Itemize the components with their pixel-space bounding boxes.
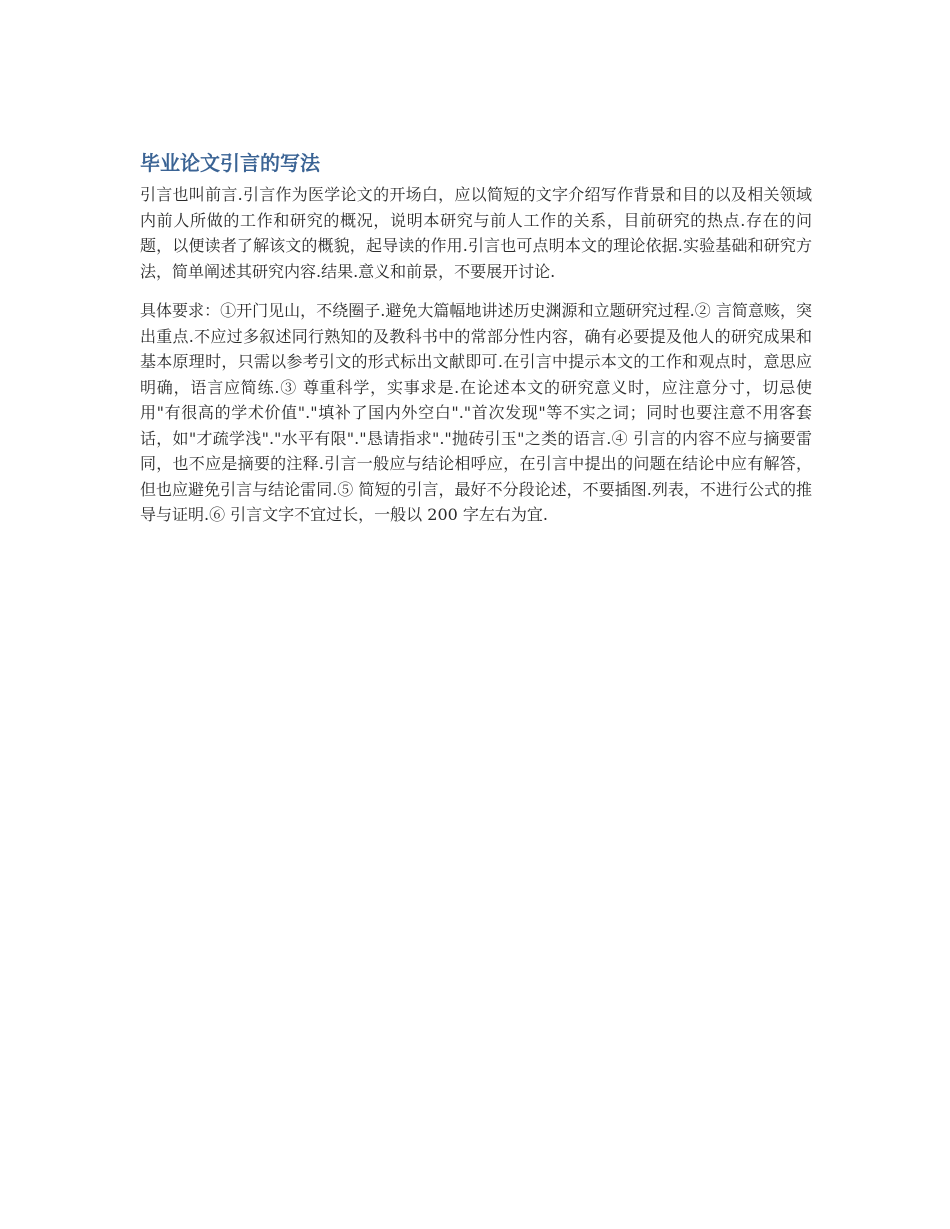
document-title: 毕业论文引言的写法 bbox=[140, 151, 320, 175]
document-page bbox=[140, 148, 812, 528]
intro-paragraph: 引言也叫前言.引言作为医学论文的开场白，应以简短的文字介绍写作背景和目的以及相关领域内前人所做的工作和研究的概况，说明本研究与前人工作的关系，目前研究的热点.存在的问题，以便读者了解该文的概貌，起导读的作用.引言也可点明本文的理论依据.实验基础和研究方法，简单阐述其研究内容.结果.意义和前景，不要展开讨论. bbox=[140, 185, 812, 281]
requirements-paragraph: 具体要求：①开门见山，不绕圈子.避免大篇幅地讲述历史渊源和立题研究过程.② 言简意赅，突出重点.不应过多叙述同行熟知的及教科书中的常部分性内容，确有必要提及他人的研究成果和基本原理时，只需以参考引文的形式标出文献即可.在引言中提示本文的工作和观点时，意思应明确，语言应简练.③ 尊重科学，实事求是.在论述本文的研究意义时，应注意分寸，切忌使用"有很高的学术价值"."填补了国内外空白"."首次发现"等不实之词；同时也要注意不用客套话，如"才疏学浅"."水平有限"."恳请指求"."抛砖引玉"之类的语言.④ 引言的内容不应与摘要雷同，也不应是摘要的注释.引言一般应与结论相呼应，在引言中提出的问题在结论中应有解答，但也应避免引言与结论雷同.⑤ 简短的引言，最好不分段论述，不要插图.列表，不进行公式的推导与证明.⑥ 引言文字不宜过长，一般以 200 字左右为宜. bbox=[140, 301, 812, 524]
